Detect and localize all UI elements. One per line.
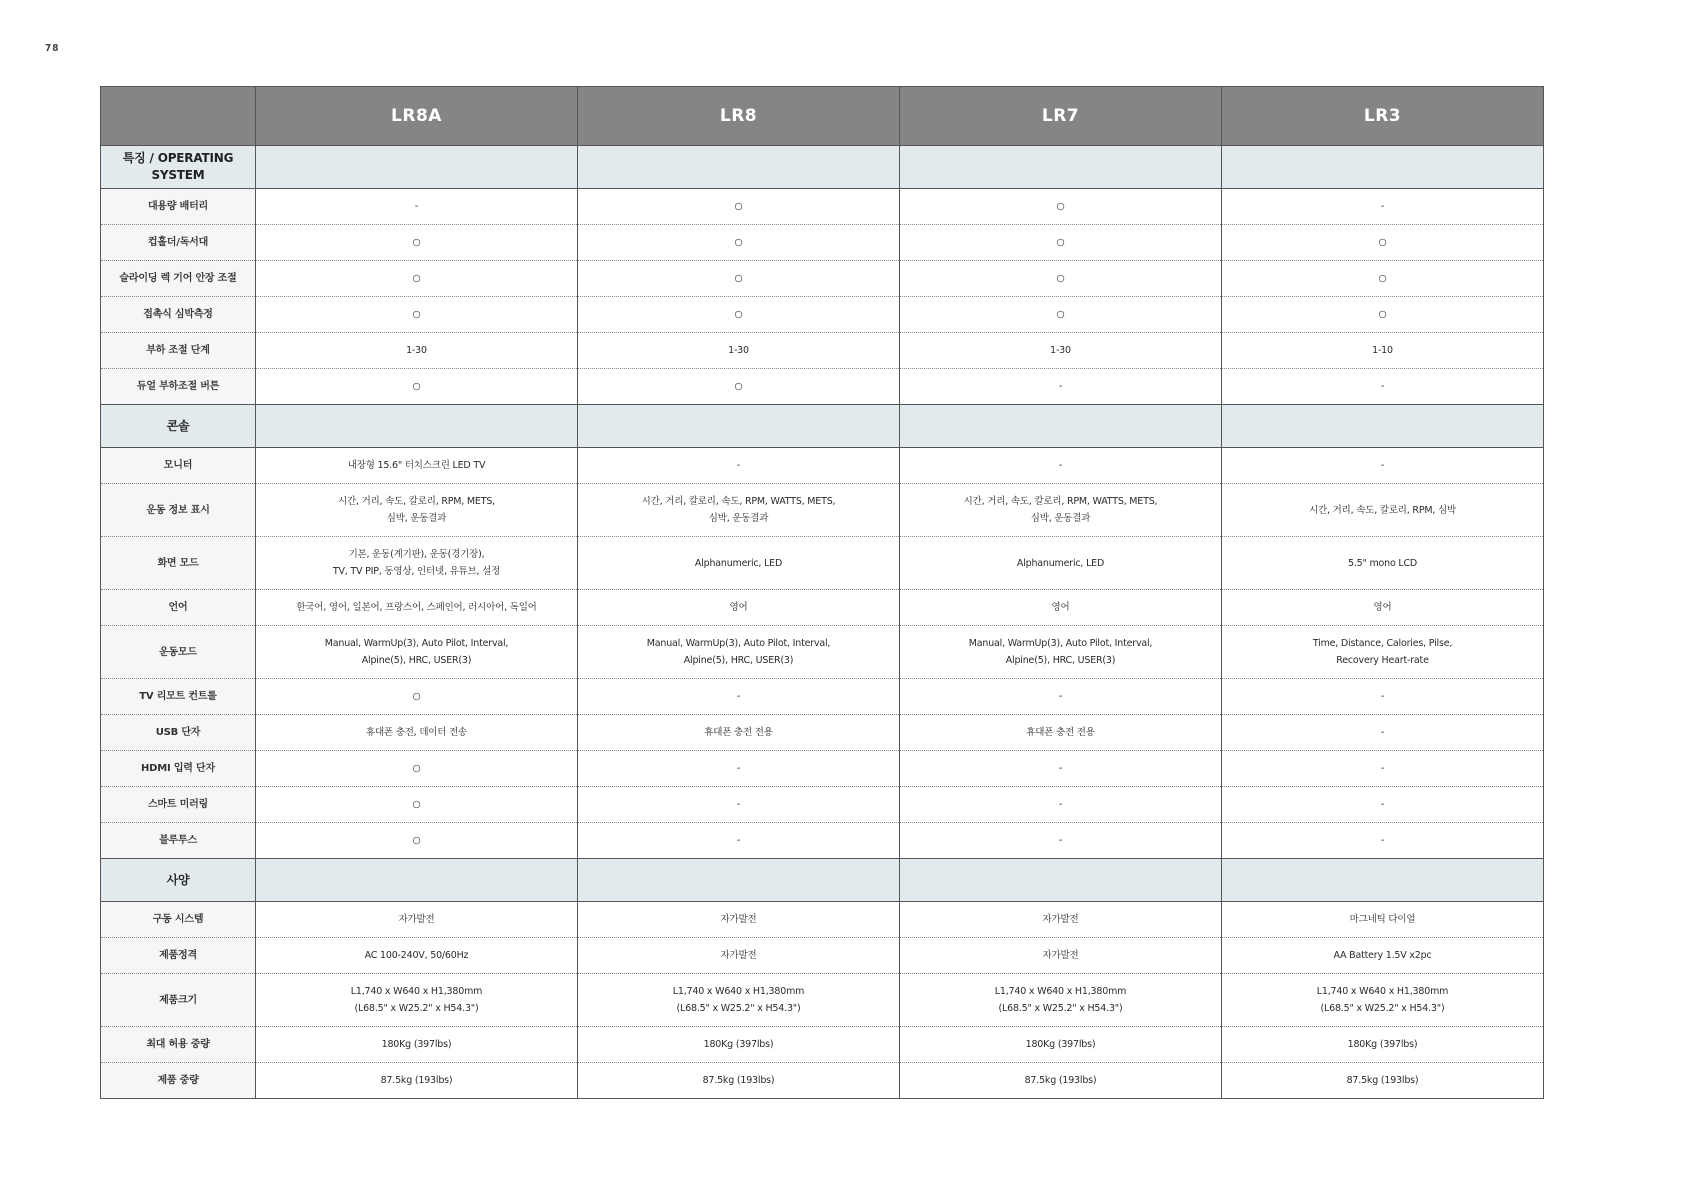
section-empty-cell [900,146,1222,189]
section-features-row [101,146,1544,189]
page-number: 78 [45,43,60,54]
section-features-title: 특징 / OPERATING SYSTEM [101,146,256,189]
cell-lr8: - [578,679,900,715]
table-row [101,1063,1544,1099]
cell-lr8: 자가발전 [578,902,900,938]
row-label: 스마트 미러링 [101,787,256,823]
table-row [101,261,1544,297]
section-specs-title: 사양 [101,859,256,902]
row-label: 슬라이딩 렉 기어 안장 조절 [101,261,256,297]
cell-lr8a: 자가발전 [256,902,578,938]
cell-lr3: 5.5" mono LCD [1222,537,1544,590]
cell-lr8: ○ [578,225,900,261]
cell-lr8: - [578,751,900,787]
table-row [101,189,1544,225]
cell-lr8a: Manual, WarmUp(3), Auto Pilot, Interval, Alpine(5), HRC, USER(3) [256,626,578,679]
cell-lr8a: 시간, 거리, 속도, 칼로리, RPM, METS, 심박, 운동결과 [256,484,578,537]
cell-lr8a: - [256,189,578,225]
cell-lr3: AA Battery 1.5V x2pc [1222,938,1544,974]
table-row [101,590,1544,626]
cell-lr8: ○ [578,189,900,225]
row-label: USB 단자 [101,715,256,751]
cell-lr8a: 한국어, 영어, 일본어, 프랑스어, 스페인어, 러시아어, 독일어 [256,590,578,626]
row-label: 블루투스 [101,823,256,859]
cell-lr8: 180Kg (397lbs) [578,1027,900,1063]
cell-lr3: ○ [1222,225,1544,261]
spec-table [100,86,1544,1099]
cell-lr8a: ○ [256,297,578,333]
cell-lr7: Alphanumeric, LED [900,537,1222,590]
row-label: 부하 조절 단계 [101,333,256,369]
cell-lr8a: L1,740 x W640 x H1,380mm (L68.5" x W25.2" x H54.3") [256,974,578,1027]
cell-lr8: - [578,823,900,859]
cell-lr7: L1,740 x W640 x H1,380mm (L68.5" x W25.2" x H54.3") [900,974,1222,1027]
cell-lr7: - [900,369,1222,405]
cell-lr8a: 휴대폰 충전, 데이터 전송 [256,715,578,751]
table-row [101,974,1544,1027]
table-row [101,679,1544,715]
cell-lr3: - [1222,751,1544,787]
row-label: 모니터 [101,448,256,484]
cell-lr8: 1-30 [578,333,900,369]
cell-lr3: - [1222,787,1544,823]
cell-lr7: - [900,787,1222,823]
cell-lr8a: 1-30 [256,333,578,369]
cell-lr7: ○ [900,261,1222,297]
cell-lr3: 시간, 거리, 속도, 칼로리, RPM, 심박 [1222,484,1544,537]
cell-lr8a: AC 100-240V, 50/60Hz [256,938,578,974]
cell-lr7: 87.5kg (193lbs) [900,1063,1222,1099]
cell-lr3: - [1222,679,1544,715]
cell-lr3: L1,740 x W640 x H1,380mm (L68.5" x W25.2" x H54.3") [1222,974,1544,1027]
cell-lr3: - [1222,189,1544,225]
cell-lr8a: ○ [256,679,578,715]
model-header-lr8: LR8 [578,87,900,146]
cell-lr8: Alphanumeric, LED [578,537,900,590]
cell-lr8: 휴대폰 충전 전용 [578,715,900,751]
table-row [101,537,1544,590]
row-label: 듀얼 부하조절 버튼 [101,369,256,405]
cell-lr3: - [1222,448,1544,484]
cell-lr8: ○ [578,297,900,333]
section-console-row [101,405,1544,448]
section-empty-cell [1222,859,1544,902]
section-empty-cell [1222,405,1544,448]
table-row [101,787,1544,823]
table-row [101,1027,1544,1063]
cell-lr3: 87.5kg (193lbs) [1222,1063,1544,1099]
row-label: 제품 중량 [101,1063,256,1099]
cell-lr7: 휴대폰 충전 전용 [900,715,1222,751]
cell-lr7: - [900,823,1222,859]
cell-lr3: ○ [1222,261,1544,297]
cell-lr8a: 87.5kg (193lbs) [256,1063,578,1099]
cell-lr8: 영어 [578,590,900,626]
cell-lr8: L1,740 x W640 x H1,380mm (L68.5" x W25.2" x H54.3") [578,974,900,1027]
section-empty-cell [256,859,578,902]
row-label: 최대 허용 중량 [101,1027,256,1063]
cell-lr3: - [1222,369,1544,405]
table-row [101,715,1544,751]
table-row [101,902,1544,938]
row-label: 접촉식 심박측정 [101,297,256,333]
section-empty-cell [900,859,1222,902]
model-header-lr8a: LR8A [256,87,578,146]
cell-lr8a: ○ [256,751,578,787]
cell-lr7: ○ [900,189,1222,225]
cell-lr3: 마그네틱 다이얼 [1222,902,1544,938]
cell-lr7: Manual, WarmUp(3), Auto Pilot, Interval, Alpine(5), HRC, USER(3) [900,626,1222,679]
cell-lr3: 영어 [1222,590,1544,626]
section-empty-cell [578,859,900,902]
cell-lr3: 1-10 [1222,333,1544,369]
row-label: HDMI 입력 단자 [101,751,256,787]
section-empty-cell [578,146,900,189]
row-label: 운동 정보 표시 [101,484,256,537]
cell-lr8: - [578,448,900,484]
table-row [101,823,1544,859]
cell-lr7: ○ [900,297,1222,333]
row-label: 화면 모드 [101,537,256,590]
section-empty-cell [1222,146,1544,189]
table-row [101,938,1544,974]
cell-lr8a: ○ [256,823,578,859]
cell-lr8a: ○ [256,225,578,261]
section-empty-cell [256,146,578,189]
cell-lr7: - [900,448,1222,484]
cell-lr8a: 내장형 15.6" 터치스크린 LED TV [256,448,578,484]
cell-lr8a: 180Kg (397lbs) [256,1027,578,1063]
cell-lr3: 180Kg (397lbs) [1222,1027,1544,1063]
cell-lr3: - [1222,823,1544,859]
table-header [101,87,1544,146]
cell-lr8a: ○ [256,261,578,297]
table-row [101,448,1544,484]
cell-lr7: - [900,679,1222,715]
section-console-title: 콘솔 [101,405,256,448]
row-label: 언어 [101,590,256,626]
table-row [101,751,1544,787]
cell-lr8: Manual, WarmUp(3), Auto Pilot, Interval, Alpine(5), HRC, USER(3) [578,626,900,679]
cell-lr7: 180Kg (397lbs) [900,1027,1222,1063]
table-row [101,225,1544,261]
cell-lr8: ○ [578,261,900,297]
row-label: 컵홀더/독서대 [101,225,256,261]
cell-lr8: 시간, 거리, 칼로리, 속도, RPM, WATTS, METS, 심박, 운동결과 [578,484,900,537]
cell-lr7: 1-30 [900,333,1222,369]
cell-lr7: 시간, 거리, 속도, 칼로리, RPM, WATTS, METS, 심박, 운동결과 [900,484,1222,537]
cell-lr8: 자가발전 [578,938,900,974]
table-body [101,146,1544,1099]
cell-lr3: Time, Distance, Calories, Pilse, Recovery Heart-rate [1222,626,1544,679]
cell-lr7: - [900,751,1222,787]
model-header-lr3: LR3 [1222,87,1544,146]
section-specs-row [101,859,1544,902]
row-label: TV 리모트 컨트롤 [101,679,256,715]
cell-lr8a: ○ [256,787,578,823]
table-row [101,333,1544,369]
cell-lr8a: ○ [256,369,578,405]
table-row [101,626,1544,679]
section-empty-cell [578,405,900,448]
cell-lr8: - [578,787,900,823]
row-label: 제품정격 [101,938,256,974]
cell-lr7: 자가발전 [900,938,1222,974]
row-label: 대용량 배터리 [101,189,256,225]
section-empty-cell [256,405,578,448]
cell-lr3: - [1222,715,1544,751]
cell-lr7: 자가발전 [900,902,1222,938]
row-label: 구동 시스템 [101,902,256,938]
cell-lr8: ○ [578,369,900,405]
row-label: 운동모드 [101,626,256,679]
header-corner [101,87,256,146]
cell-lr7: ○ [900,225,1222,261]
table-row [101,484,1544,537]
cell-lr3: ○ [1222,297,1544,333]
model-header-lr7: LR7 [900,87,1222,146]
row-label: 제품크기 [101,974,256,1027]
cell-lr8: 87.5kg (193lbs) [578,1063,900,1099]
table-row [101,297,1544,333]
header-row [101,87,1544,146]
section-empty-cell [900,405,1222,448]
cell-lr8a: 기본, 운동(계기판), 운동(경기장), TV, TV PIP, 동영상, 인터넷, 유튜브, 설정 [256,537,578,590]
table-row [101,369,1544,405]
cell-lr7: 영어 [900,590,1222,626]
